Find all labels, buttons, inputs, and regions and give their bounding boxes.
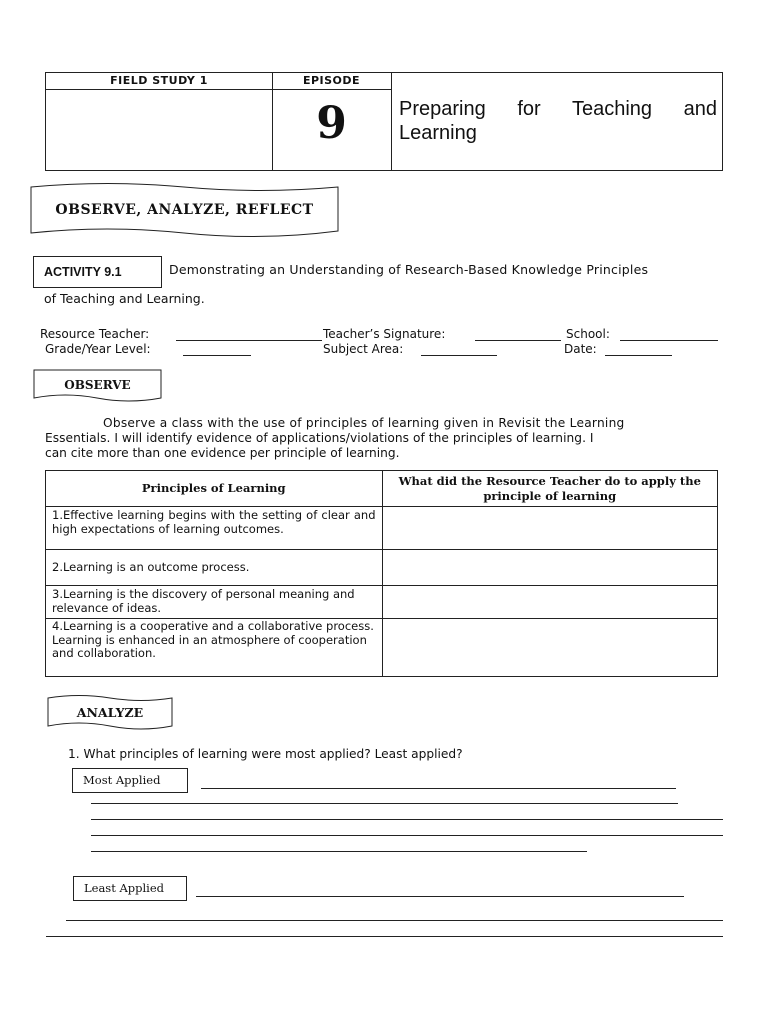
grade-level-field[interactable] [183,355,251,356]
table-row [46,507,718,550]
table-header-row [46,471,718,507]
activity-label: ACTIVITY 9.1 [33,256,162,288]
response-cell-2[interactable] [382,550,717,586]
least-applied-field[interactable] [196,896,684,897]
principle-cell-1: 1.Effective learning begins with the setting of clear and high expectations of learning outcomes. [46,507,383,550]
table-header-teacher-action: What did the Resource Teacher do to apply the principle of learning [382,471,717,507]
most-applied-label: Most Applied [72,768,188,793]
field-study-label: FIELD STUDY 1 [46,73,272,90]
table-row [46,586,718,619]
section-banner [30,183,339,241]
date-field[interactable] [605,355,672,356]
response-cell-3[interactable] [382,586,717,619]
grade-level-label: Grade/Year Level: [45,342,151,356]
principle-cell-3: 3.Learning is the discovery of personal meaning and relevance of ideas. [46,586,383,619]
school-field[interactable] [620,340,718,341]
analyze-question-1: 1. What principles of learning were most applied? Least applied? [68,747,463,761]
table-header-principles: Principles of Learning [46,471,383,507]
teacher-signature-field[interactable] [475,340,561,341]
principle-cell-2: 2.Learning is an outcome process. [46,550,383,586]
table-row [46,619,718,677]
teacher-signature-label: Teacher’s Signature: [323,327,446,341]
response-cell-4[interactable] [382,619,717,677]
principle-cell-4: 4.Learning is a cooperative and a collaborative process. Learning is enhanced in an atmosphere of cooperation and collaboration. [46,619,383,677]
answer-line[interactable] [91,851,587,852]
observe-instructions-line2: Essentials. I will identify evidence of applications/violations of the principles of learning. I [45,431,594,445]
analyze-banner-label: ANALYZE [76,705,144,720]
observe-instructions-line1: Observe a class with the use of principles of learning given in Revisit the Learning [103,416,625,430]
resource-teacher-field[interactable] [176,340,322,341]
subject-area-label: Subject Area: [323,342,404,356]
activity-text-line1: Demonstrating an Understanding of Research-Based Knowledge Principles [169,262,649,277]
section-banner-label: OBSERVE, ANALYZE, REFLECT [55,202,314,218]
table-row [46,550,718,586]
school-label: School: [566,327,610,341]
episode-label: EPISODE [272,73,391,90]
subject-area-field[interactable] [421,355,497,356]
answer-line[interactable] [91,835,723,836]
answer-line[interactable] [46,936,723,937]
episode-cell [272,73,392,170]
observe-instructions-line3: can cite more than one evidence per principle of learning. [45,446,400,460]
resource-teacher-label: Resource Teacher: [40,327,150,341]
episode-number: 9 [316,98,347,149]
principles-table [45,470,718,677]
response-cell-1[interactable] [382,507,717,550]
answer-line[interactable] [66,920,723,921]
most-applied-field[interactable] [201,788,676,789]
analyze-banner [47,694,173,732]
answer-line[interactable] [91,803,678,804]
least-applied-label: Least Applied [73,876,187,901]
header-table [45,72,723,171]
date-label: Date: [564,342,597,356]
observe-banner-label: OBSERVE [64,378,131,392]
activity-text-line2: of Teaching and Learning. [44,291,205,306]
episode-title: Preparing for Teaching and Learning [399,98,717,144]
answer-line[interactable] [91,819,723,820]
observe-banner [33,369,162,403]
field-study-cell [46,73,273,170]
title-cell [392,73,722,170]
